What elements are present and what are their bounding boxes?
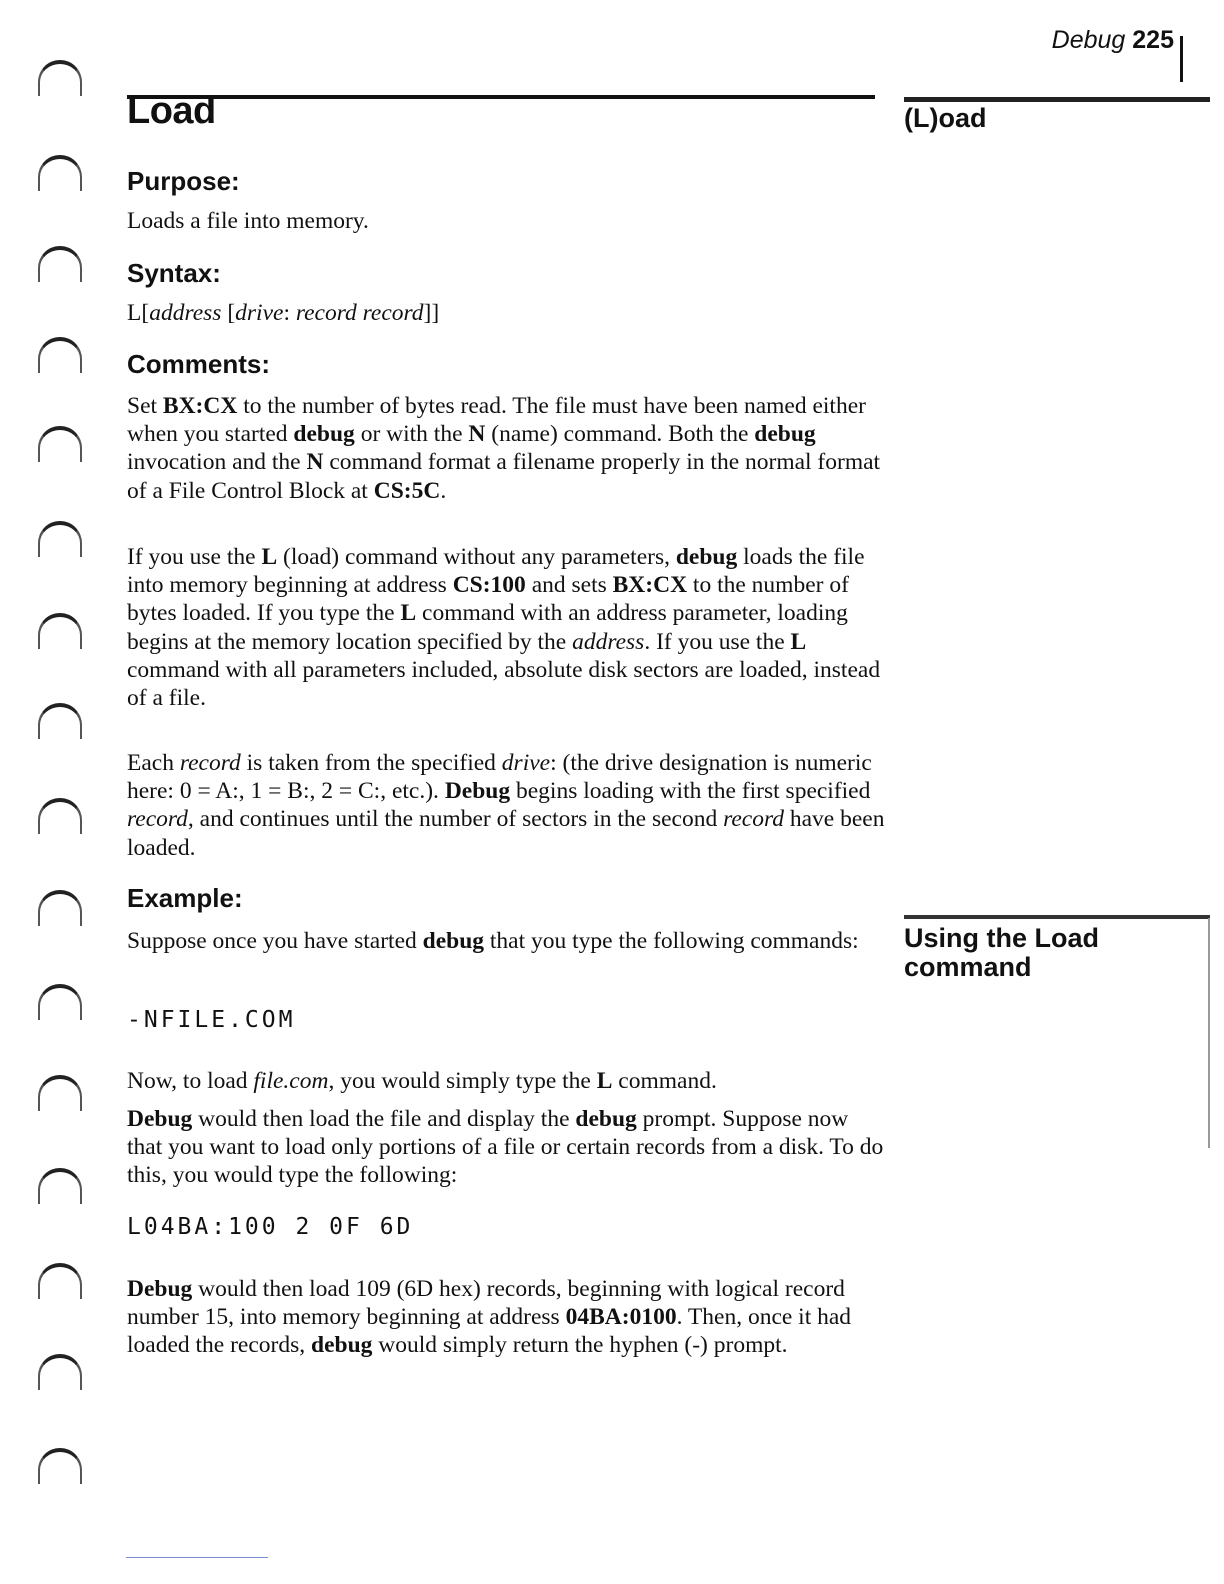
sidebar-rule — [904, 97, 1210, 102]
binder-hole — [38, 703, 82, 739]
sidebar-rule-2 — [904, 915, 1210, 919]
comments-paragraph-1: Set BX:CX to the number of bytes read. The file must have been named either when you started debug or with the N (name) command. Both the debug invocation and the N command format a filename properly in the normal format of a File Control Block at CS:5C. — [127, 393, 881, 504]
binder-hole — [38, 798, 82, 834]
binder-hole — [38, 984, 82, 1020]
binder-hole — [38, 337, 82, 373]
binder-hole — [38, 426, 82, 462]
binder-hole — [38, 890, 82, 926]
syntax-line: L[address [drive: record record]] — [127, 300, 440, 326]
syntax-heading: Syntax: — [127, 258, 221, 288]
binder-hole — [38, 521, 82, 557]
footer-rule — [126, 1557, 268, 1558]
comments-heading: Comments: — [127, 349, 271, 379]
binder-hole — [38, 246, 82, 282]
binder-hole — [38, 60, 82, 96]
example-paragraph-4: Debug would then load 109 (6D hex) records, beginning with logical record number 15, into memory beginning at address 04BA:0100. Then, once it had loaded the records, debug would simply return the hyphen (-) prompt. — [127, 1276, 852, 1359]
example-paragraph-1: Suppose once you have started debug that you type the following commands: — [127, 928, 859, 954]
binder-hole — [38, 155, 82, 191]
header-bar — [1180, 36, 1183, 82]
example-paragraph-2: Now, to load file.com, you would simply type the L command. — [127, 1068, 717, 1094]
title-rule — [127, 95, 875, 99]
binder-hole — [38, 1448, 82, 1484]
page-number: 225 — [1132, 26, 1174, 54]
comments-paragraph-3: Each record is taken from the specified drive: (the drive designation is numeric here: 0 = A:, 1 = B:, 2 = C:, etc.). Debug begins loading with the first specified record, and continues until the number of sectors in the second record have been loaded. — [127, 750, 885, 861]
page-title: Load — [127, 90, 216, 132]
running-header — [1052, 26, 1174, 55]
comments-paragraph-2: If you use the L (load) command without any parameters, debug loads the file into memory beginning at address CS:100 and sets BX:CX to the number of bytes loaded. If you type the L command with an address parameter, loading begins at the memory location specified by the address. If you use the L command with all parameters included, absolute disk sectors are loaded, instead of a file. — [127, 544, 881, 712]
binder-hole — [38, 1168, 82, 1204]
example-paragraph-3: Debug would then load the file and display the debug prompt. Suppose now that you want to load only portions of a file or certain records from a disk. To do this, you would type the following: — [127, 1106, 884, 1189]
header-section: Debug — [1051, 26, 1126, 54]
binder-hole — [38, 1354, 82, 1390]
binder-hole — [38, 1263, 82, 1299]
purpose-heading: Purpose: — [127, 166, 240, 196]
margin-line — [1208, 918, 1210, 1148]
purpose-text: Loads a file into memory. — [127, 208, 369, 234]
binder-hole — [38, 1075, 82, 1111]
binder-hole — [38, 613, 82, 649]
code-sample-2: L04BA:100 2 0F 6D — [127, 1214, 414, 1240]
code-sample-1: -NFILE.COM — [127, 1007, 296, 1033]
sidebar-title: (L)oad — [904, 103, 987, 133]
example-heading: Example: — [127, 883, 243, 913]
sidebar-subtitle: Using the Load command — [904, 923, 1099, 982]
